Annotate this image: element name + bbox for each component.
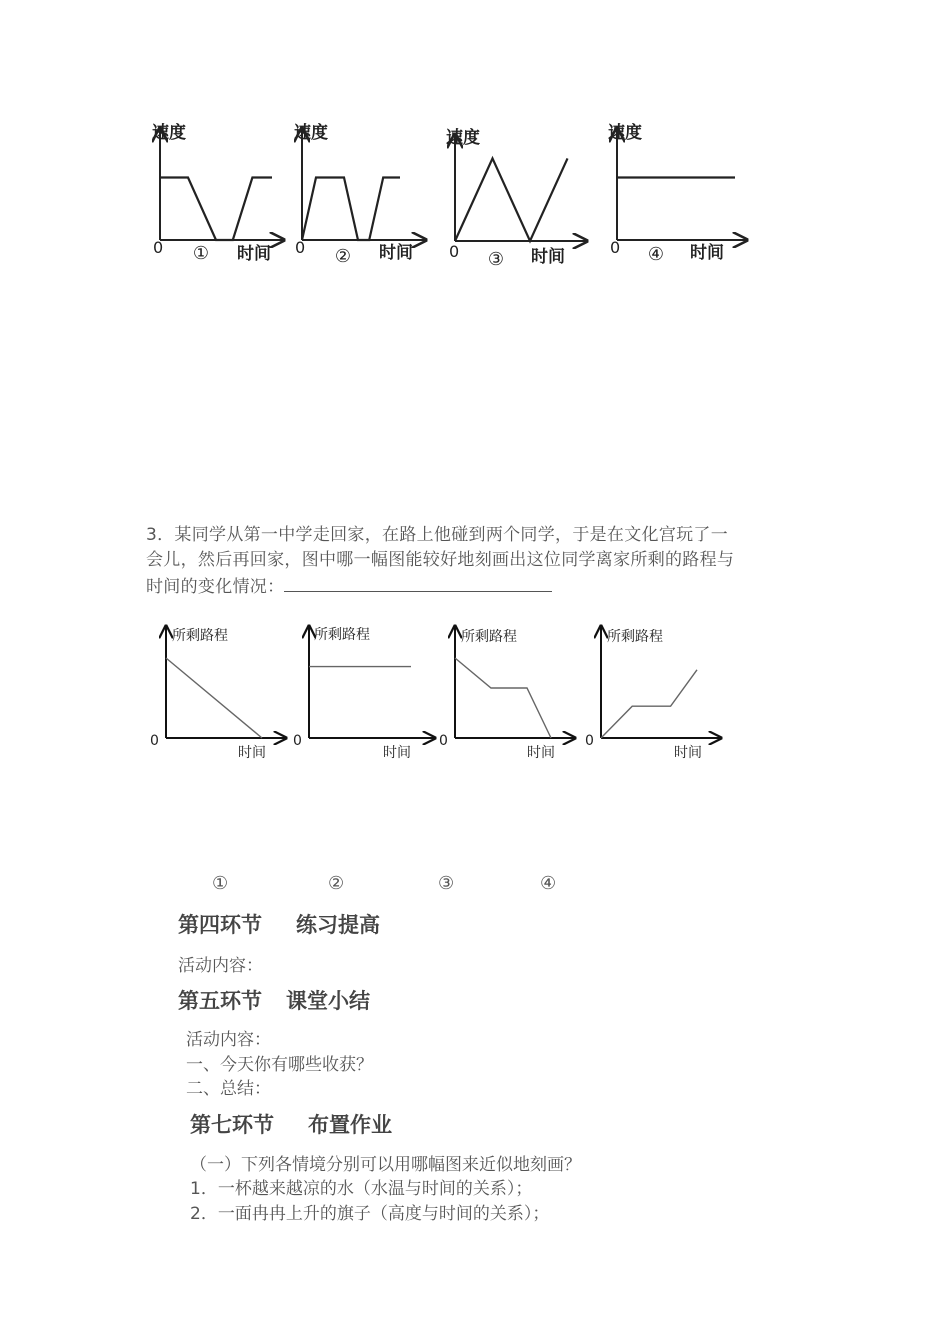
y-axis-label: 所剩路程 bbox=[172, 628, 228, 644]
distance-series-line bbox=[455, 658, 551, 738]
speed-series-line bbox=[455, 158, 568, 241]
y-axis-label: 速度 bbox=[294, 123, 328, 143]
x-axis-label: 时间 bbox=[383, 745, 411, 761]
distance-series-line bbox=[166, 658, 262, 738]
origin-label: 0 bbox=[153, 238, 164, 257]
x-axis-label: 时间 bbox=[237, 244, 271, 264]
question-3-line1: 3．某同学从第一中学走回家，在路上他碰到两个同学，于是在文化宫玩了一 bbox=[146, 525, 729, 545]
section-5-content: 活动内容： bbox=[186, 1030, 271, 1050]
speed-chart-4 bbox=[608, 122, 747, 265]
section-5-heading bbox=[178, 985, 370, 1015]
distance-chart-number-3: ③ bbox=[438, 873, 455, 894]
chart-number: ④ bbox=[647, 244, 665, 265]
x-axis-label: 时间 bbox=[531, 247, 565, 267]
chart-number: ③ bbox=[487, 249, 505, 270]
origin-label: 0 bbox=[449, 242, 460, 261]
x-axis-label: 时间 bbox=[379, 243, 413, 263]
section-7-intro: （一）下列各情境分别可以用哪幅图来近似地刻画？ bbox=[190, 1155, 581, 1175]
distance-chart-number-1: ① bbox=[212, 873, 229, 894]
x-axis-label: 时间 bbox=[238, 745, 266, 761]
origin-label: 0 bbox=[150, 733, 159, 749]
distance-series-line bbox=[601, 670, 697, 738]
distance-chart-number-2: ② bbox=[328, 873, 345, 894]
origin-label: 0 bbox=[439, 733, 448, 749]
section-7-subtitle: 布置作业 bbox=[308, 1113, 392, 1137]
y-axis-label: 所剩路程 bbox=[607, 629, 663, 645]
section-4-subtitle: 练习提高 bbox=[296, 913, 380, 937]
y-axis-label: 速度 bbox=[608, 123, 642, 143]
origin-label: 0 bbox=[585, 733, 594, 749]
section-5-item2: 二、总结： bbox=[186, 1079, 271, 1099]
section-4-heading bbox=[178, 909, 380, 939]
distance-chart-3 bbox=[439, 626, 575, 761]
speed-charts bbox=[0, 0, 950, 300]
y-axis-label: 所剩路程 bbox=[461, 629, 517, 645]
y-axis-label: 速度 bbox=[446, 128, 480, 148]
section-5-subtitle: 课堂小结 bbox=[286, 989, 370, 1013]
question-3-line2: 会儿，然后再回家，图中哪一幅图能较好地刻画出这位同学离家所剩的路程与 bbox=[146, 550, 735, 570]
distance-chart-4 bbox=[585, 626, 721, 761]
section-7-item2: 2．一面冉冉上升的旗子（高度与时间的关系）； bbox=[190, 1204, 550, 1224]
section-7-item1: 1．一杯越来越凉的水（水温与时间的关系）； bbox=[190, 1179, 533, 1199]
speed-chart-1 bbox=[152, 122, 284, 264]
distance-chart-1 bbox=[150, 626, 286, 761]
x-axis-label: 时间 bbox=[527, 745, 555, 761]
origin-label: 0 bbox=[610, 238, 621, 257]
x-axis-label: 时间 bbox=[690, 243, 724, 263]
chart-number: ② bbox=[334, 246, 352, 267]
distance-chart-number-4: ④ bbox=[540, 873, 557, 894]
x-axis-label: 时间 bbox=[674, 745, 702, 761]
y-axis-label: 速度 bbox=[152, 123, 186, 143]
question-3-line3: 时间的变化情况： bbox=[146, 573, 846, 600]
distance-chart-2 bbox=[293, 626, 435, 761]
section-4-content: 活动内容： bbox=[178, 956, 263, 976]
section-5-item1: 一、今天你有哪些收获？ bbox=[186, 1055, 373, 1075]
question-3 bbox=[146, 523, 846, 600]
speed-series-line bbox=[302, 178, 400, 241]
chart-number: ① bbox=[192, 243, 210, 264]
origin-label: 0 bbox=[295, 238, 306, 257]
section-7-title: 第七环节 bbox=[190, 1113, 274, 1137]
y-axis-label: 所剩路程 bbox=[314, 627, 370, 643]
speed-series-line bbox=[160, 178, 272, 241]
speed-chart-2 bbox=[294, 122, 426, 267]
section-5-title: 第五环节 bbox=[178, 989, 262, 1013]
section-4-title: 第四环节 bbox=[178, 913, 262, 937]
distance-charts bbox=[0, 610, 950, 780]
answer-blank bbox=[284, 573, 552, 592]
speed-chart-3 bbox=[446, 127, 587, 270]
section-7-heading bbox=[190, 1109, 392, 1139]
origin-label: 0 bbox=[293, 733, 302, 749]
